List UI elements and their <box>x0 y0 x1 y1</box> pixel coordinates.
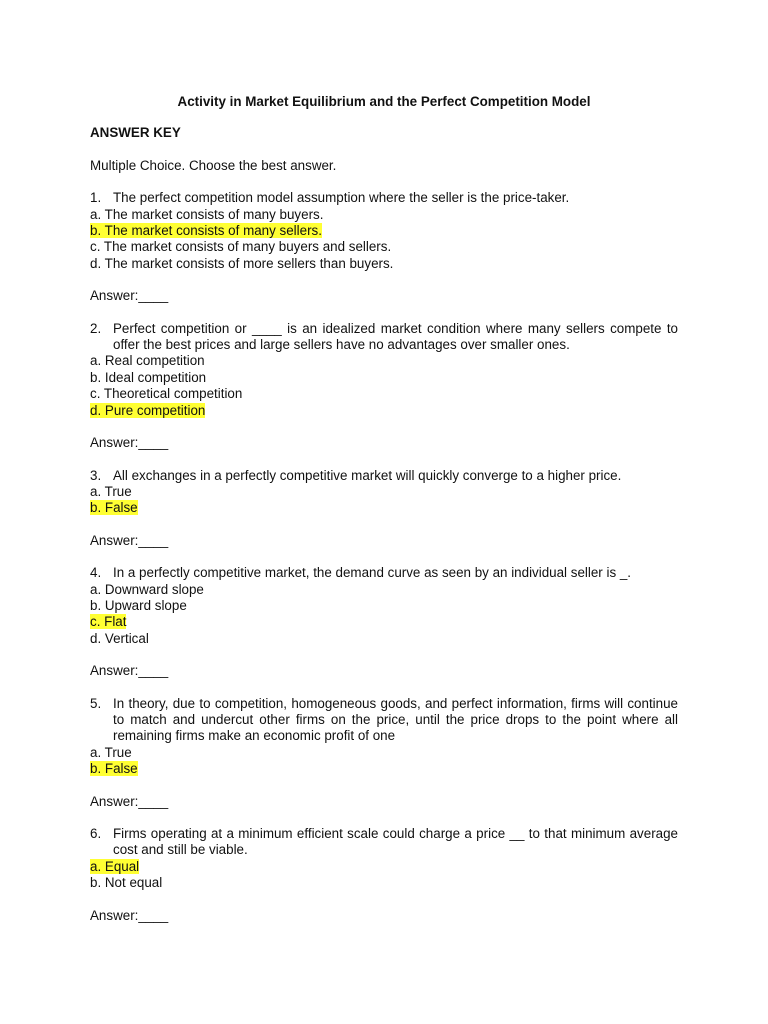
question-number: 5. <box>90 695 102 711</box>
answer-choice <box>90 500 678 516</box>
answer-choice-text: a. The market consists of many buyers. <box>90 206 324 222</box>
answer-blank-line: Answer:____ <box>90 663 169 679</box>
choice-list <box>90 859 678 892</box>
choice-list <box>90 353 678 419</box>
instructions-text: Multiple Choice. Choose the best answer. <box>90 157 337 173</box>
answer-choice <box>90 582 678 598</box>
answer-choice-text: c. The market consists of many buyers and sellers. <box>90 239 392 255</box>
answer-choice-text: d. Vertical <box>90 630 149 646</box>
answer-choice-text: a. Real competition <box>90 353 205 369</box>
document-page <box>90 94 678 940</box>
answer-choice <box>90 761 678 777</box>
choice-list <box>90 745 678 778</box>
question-stem <box>90 468 678 484</box>
question-number: 1. <box>90 190 102 206</box>
highlighted-correct-answer: b. False <box>90 500 138 516</box>
question-text: All exchanges in a perfectly competitive market will quickly converge to a higher price. <box>113 467 622 483</box>
choice-list <box>90 207 678 273</box>
question-item <box>90 826 678 924</box>
question-item <box>90 321 678 452</box>
answer-choice-text: b. Not equal <box>90 875 163 891</box>
question-text: In a perfectly competitive market, the demand curve as seen by an individual seller is _. <box>113 565 632 581</box>
answer-blank-line: Answer:____ <box>90 907 169 923</box>
question-number: 3. <box>90 467 102 483</box>
question-number: 6. <box>90 826 102 841</box>
answer-choice <box>90 386 678 402</box>
answer-choice <box>90 614 678 630</box>
answer-choice-text: b. Upward slope <box>90 597 187 613</box>
answer-choice <box>90 207 678 223</box>
question-text: Firms operating at a minimum efficient scale could charge a price __ to that minimum average cost and still be viable. <box>113 826 678 858</box>
question-stem <box>90 826 678 859</box>
question-stem <box>90 565 678 581</box>
answer-choice <box>90 745 678 761</box>
answer-choice-text: b. Ideal competition <box>90 369 207 385</box>
question-text: In theory, due to competition, homogeneous goods, and perfect information, firms will continue to match and undercut other firms on the price, until the price drops to the point where all remaining firms make an economic profit of one <box>113 695 678 744</box>
question-number: 4. <box>90 565 102 581</box>
answer-choice <box>90 239 678 255</box>
answer-blank-line: Answer:____ <box>90 532 169 548</box>
answer-choice-text: a. True <box>90 483 132 499</box>
answer-key-heading: ANSWER KEY <box>90 125 181 141</box>
question-item <box>90 468 678 550</box>
highlighted-correct-answer: d. Pure competition <box>90 402 206 418</box>
answer-blank-line: Answer:____ <box>90 288 169 304</box>
question-stem <box>90 321 678 354</box>
answer-choice-text: a. Downward slope <box>90 581 204 597</box>
choice-list <box>90 582 678 648</box>
highlighted-correct-answer: b. The market consists of many sellers. <box>90 223 322 239</box>
answer-choice <box>90 370 678 386</box>
answer-choice <box>90 859 678 875</box>
answer-choice-text: c. Theoretical competition <box>90 386 243 402</box>
answer-choice <box>90 598 678 614</box>
answer-choice <box>90 223 678 239</box>
answer-choice <box>90 875 678 891</box>
answer-choice-text: a. True <box>90 744 132 760</box>
answer-blank-line: Answer:____ <box>90 435 169 451</box>
question-list <box>90 190 678 924</box>
question-item <box>90 190 678 304</box>
answer-choice-text: d. The market consists of more sellers than buyers. <box>90 255 394 271</box>
question-item <box>90 565 678 679</box>
answer-choice <box>90 353 678 369</box>
answer-blank-line: Answer:____ <box>90 793 169 809</box>
document-title: Activity in Market Equilibrium and the Perfect Competition Model <box>177 94 591 109</box>
choice-list <box>90 484 678 517</box>
answer-choice <box>90 403 678 419</box>
answer-choice <box>90 256 678 272</box>
question-text: The perfect competition model assumption where the seller is the price-taker. <box>113 190 570 206</box>
question-stem <box>90 190 678 206</box>
question-text: Perfect competition or ____ is an idealized market condition where many sellers compete to offer the best prices and large sellers have no advantages over smaller ones. <box>113 320 678 353</box>
highlighted-correct-answer: a. Equal <box>90 858 140 874</box>
question-number: 2. <box>90 320 102 336</box>
question-item <box>90 696 678 810</box>
question-stem <box>90 696 678 745</box>
answer-choice <box>90 631 678 647</box>
highlighted-correct-answer: c. Flat <box>90 614 127 630</box>
highlighted-correct-answer: b. False <box>90 761 138 777</box>
answer-choice <box>90 484 678 500</box>
